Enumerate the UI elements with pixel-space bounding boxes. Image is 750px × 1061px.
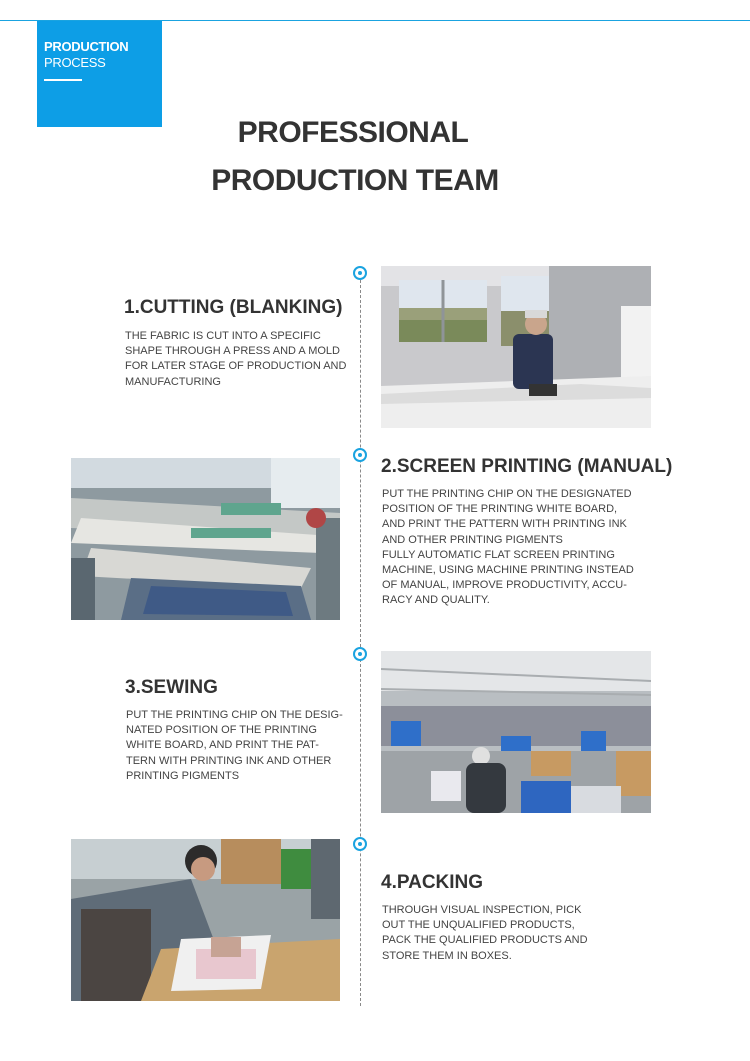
- timeline-dot-3: [353, 647, 367, 661]
- timeline-dot-1: [353, 266, 367, 280]
- step-1-title: 1.CUTTING (BLANKING): [124, 297, 343, 318]
- page-title-line-1: PROFESSIONAL: [237, 116, 469, 149]
- step-2-description: PUT THE PRINTING CHIP ON THE DESIGNATED POSITION OF THE PRINTING WHITE BOARD, AND PRINT THE PATTERN WITH PRINTING INK AND OTHER PRINTING PIGMENTS FULLY AUTOMATIC FLAT SCREEN PRINTING MACHINE, USING MACHINE PRINTING INSTEAD OF MANUAL, IMPROVE PRODUCTIVITY, ACCU- RACY AND QUALITY.: [382, 488, 634, 607]
- cutting-photo: [381, 266, 651, 428]
- page-title-line-2: PRODUCTION TEAM: [211, 164, 499, 197]
- step-4-title: 4.PACKING: [381, 872, 484, 893]
- step-1-description: THE FABRIC IS CUT INTO A SPECIFIC SHAPE THROUGH A PRESS AND A MOLD FOR LATER STAGE OF PRODUCTION AND MANUFACTURING: [125, 330, 347, 388]
- step-2-title: 2.SCREEN PRINTING (MANUAL): [381, 456, 673, 477]
- step-3-title: 3.SEWING: [125, 677, 218, 698]
- timeline-dot-4: [353, 837, 367, 851]
- badge-line-1: PRODUCTION: [44, 39, 129, 54]
- screen-printing-photo: [71, 458, 340, 620]
- step-3-description: PUT THE PRINTING CHIP ON THE DESIG- NATED POSITION OF THE PRINTING WHITE BOARD, AND PRINT THE PAT- TERN WITH PRINTING INK AND OTHER PRINTING PIGMENTS: [126, 709, 343, 782]
- sewing-photo: [381, 651, 651, 813]
- badge-underline: [44, 79, 82, 81]
- badge-line-2: PROCESS: [44, 55, 106, 70]
- timeline-dot-2: [353, 448, 367, 462]
- packing-photo: [71, 839, 340, 1001]
- timeline-line: [360, 280, 361, 1006]
- section-badge: [37, 21, 162, 127]
- step-4-description: THROUGH VISUAL INSPECTION, PICK OUT THE UNQUALIFIED PRODUCTS, PACK THE QUALIFIED PRODUCTS AND STORE THEM IN BOXES.: [382, 904, 588, 962]
